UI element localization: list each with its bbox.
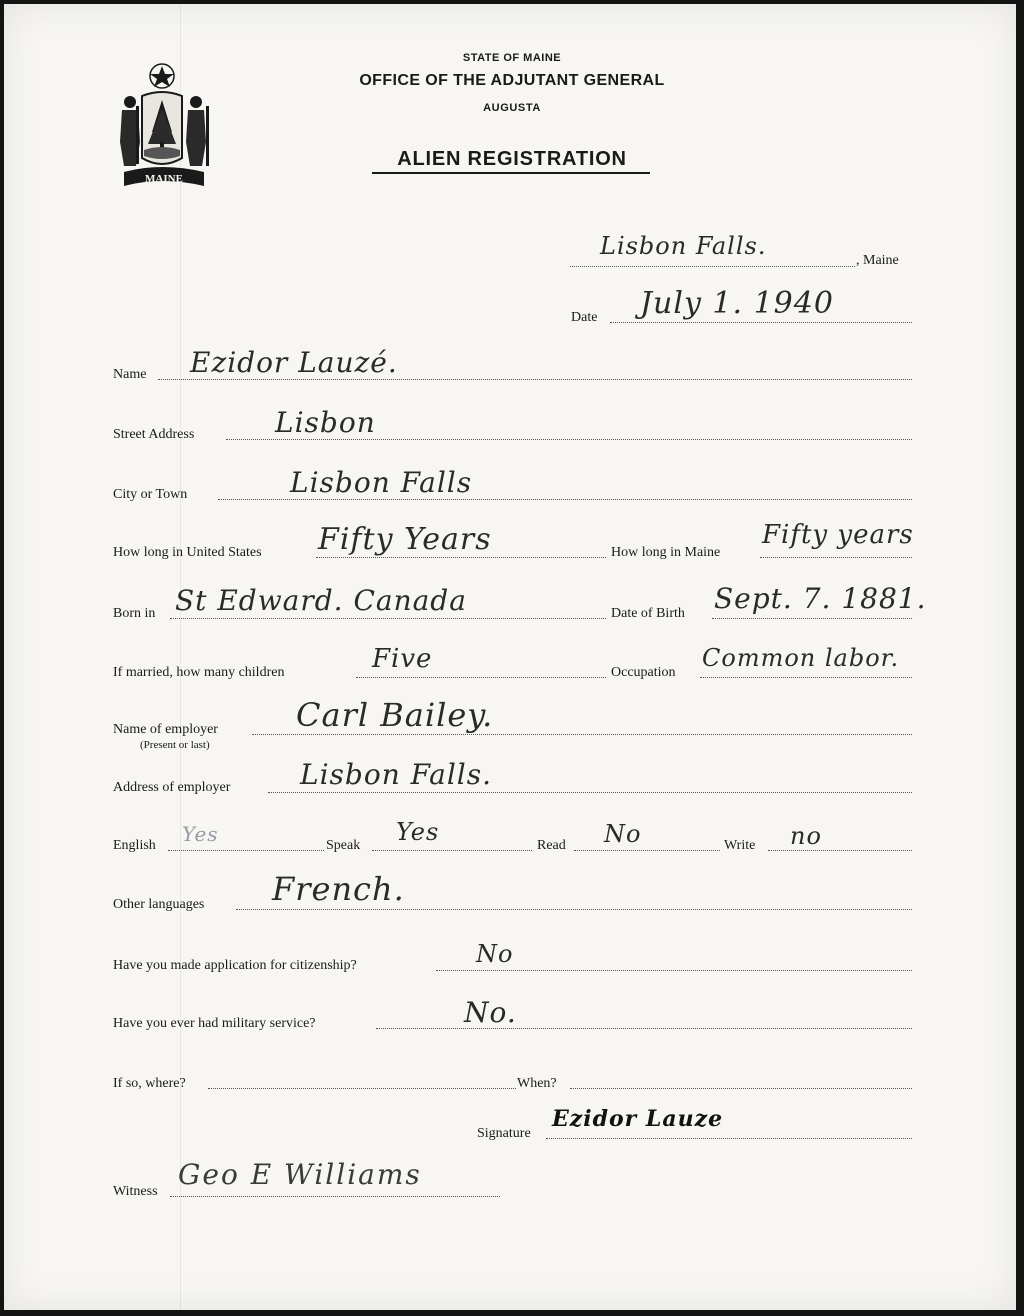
city-label: City or Town [113, 487, 188, 502]
how-long-us-line [316, 557, 606, 558]
english-label: English [113, 838, 156, 853]
street-address-entry: Lisbon [275, 406, 376, 439]
title-underline [372, 172, 650, 174]
how-long-us-entry: Fifty Years [318, 522, 492, 557]
date-label: Date [571, 310, 598, 325]
place-line [570, 266, 855, 267]
city-entry: Lisbon Falls [290, 466, 473, 499]
header-state: STATE OF MAINE [462, 52, 562, 64]
occupation-line [700, 677, 912, 678]
date-entry: July 1. 1940 [640, 286, 834, 321]
children-label: If married, how many children [113, 665, 285, 680]
speak-label: Speak [326, 838, 361, 853]
date-of-birth-entry: Sept. 7. 1881. [714, 582, 927, 615]
born-in-label: Born in [113, 606, 156, 621]
employer-address-label: Address of employer [113, 780, 231, 795]
date-of-birth-line [712, 618, 912, 619]
children-entry: Five [372, 644, 433, 674]
other-languages-label: Other languages [113, 897, 205, 912]
employer-line [252, 734, 912, 735]
street-address-label: Street Address [113, 427, 195, 442]
speak-entry: Yes [396, 818, 440, 846]
write-line [768, 850, 912, 851]
when-line [570, 1088, 912, 1089]
header-city: AUGUSTA [483, 102, 541, 114]
signature-line [546, 1138, 912, 1139]
english-line [168, 850, 324, 851]
military-label: Have you ever had military service? [113, 1016, 316, 1031]
write-entry: no [790, 822, 822, 850]
seal-text: MAINE [145, 173, 183, 185]
how-long-maine-label: How long in Maine [611, 545, 721, 560]
citizenship-entry: No [476, 940, 514, 968]
employer-entry: Carl Bailey. [296, 696, 494, 734]
read-label: Read [537, 838, 566, 853]
other-languages-line [236, 909, 912, 910]
born-in-line [170, 618, 606, 619]
employer-address-entry: Lisbon Falls. [300, 758, 493, 791]
name-entry: Ezidor Lauzé. [190, 346, 398, 379]
header-office: OFFICE OF THE ADJUTANT GENERAL [359, 72, 665, 89]
if-so-where-line [208, 1088, 516, 1089]
citizenship-line [436, 970, 912, 971]
date-line [610, 322, 912, 323]
employer-label: Name of employer [113, 722, 218, 737]
english-entry: Yes [182, 822, 219, 846]
witness-line [170, 1196, 500, 1197]
born-in-entry: St Edward. Canada [175, 584, 467, 617]
if-so-where-label: If so, where? [113, 1076, 186, 1091]
street-address-line [226, 439, 912, 440]
children-line [356, 677, 606, 678]
when-label: When? [517, 1076, 557, 1091]
paper-fold [180, 4, 181, 1310]
form-title: ALIEN REGISTRATION [397, 148, 627, 170]
name-label: Name [113, 367, 147, 382]
occupation-entry: Common labor. [702, 644, 900, 672]
name-line [158, 379, 912, 380]
speak-line [372, 850, 532, 851]
date-of-birth-label: Date of Birth [611, 606, 685, 621]
write-label: Write [724, 838, 756, 853]
witness-label: Witness [113, 1184, 158, 1199]
other-languages-entry: French. [272, 870, 405, 908]
how-long-maine-line [760, 557, 912, 558]
signature-label: Signature [477, 1126, 531, 1141]
occupation-label: Occupation [611, 665, 676, 680]
how-long-us-label: How long in United States [113, 545, 262, 560]
city-line [218, 499, 912, 500]
employer-address-line [268, 792, 912, 793]
place-suffix-label: , Maine [856, 253, 899, 268]
read-entry: No [604, 820, 642, 848]
signature-entry: Ezidor Lauze [552, 1106, 724, 1132]
citizenship-label: Have you made application for citizenship? [113, 958, 357, 973]
place-entry: Lisbon Falls. [600, 232, 767, 260]
witness-entry: Geo E Williams [178, 1158, 422, 1191]
employer-note: (Present or last) [140, 739, 210, 751]
read-line [574, 850, 720, 851]
how-long-maine-entry: Fifty years [762, 520, 914, 550]
military-entry: No. [464, 996, 517, 1029]
military-line [376, 1028, 912, 1029]
